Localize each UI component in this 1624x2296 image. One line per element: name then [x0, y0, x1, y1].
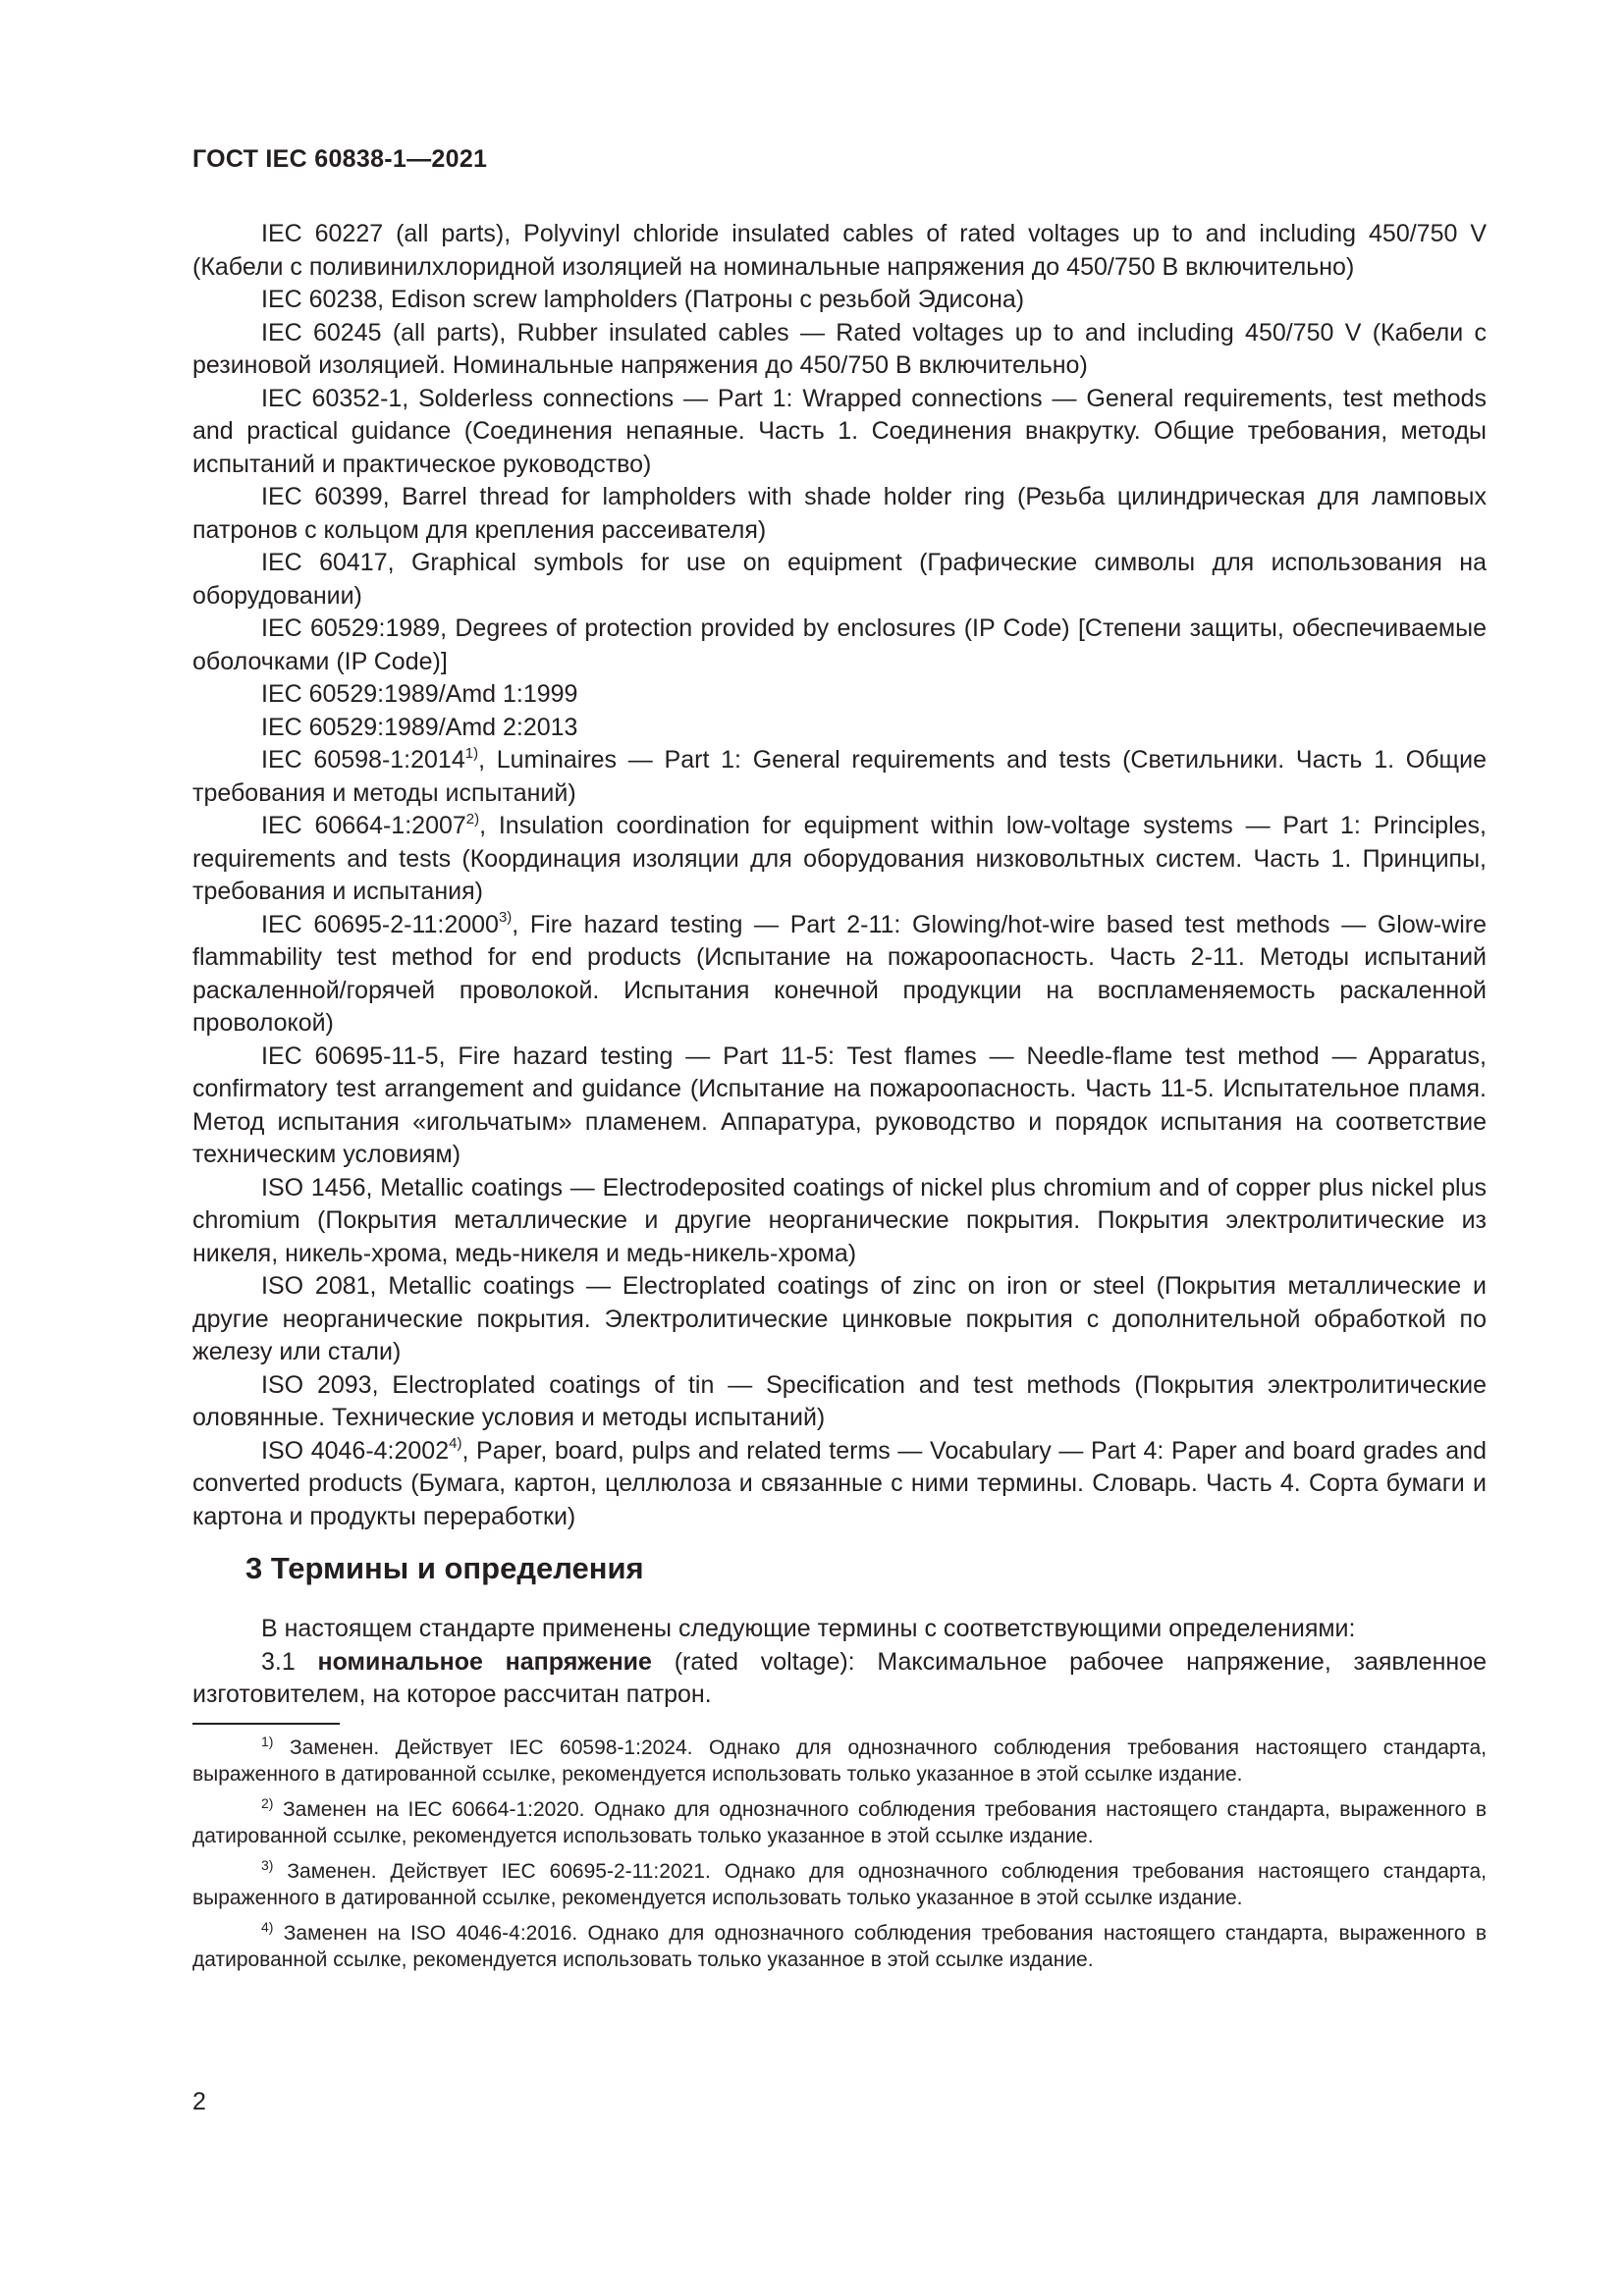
normative-references	[192, 218, 1487, 1533]
reference-item: IEC 60529:1989, Degrees of protection provided by enclosures (IP Code) [Степени защиты, обеспечиваемые оболочками (IP Code)]	[192, 614, 1487, 675]
footnote-text: Заменен на IEC 60664-1:2020. Однако для однозначного соблюдения требования настоящего стандарта, выраженного в датированной ссылке, рекомендуется использовать только указанное в этой ссылке издание.	[192, 1798, 1487, 1847]
footnote-ref: 3)	[498, 909, 513, 927]
reference-item: IEC 60227 (all parts), Polyvinyl chloride insulated cables of rated voltages up to and including 450/750 V (Кабели с поливинилхлоридной изоляцией на номинальные напряжения до 450/750 В включительно)	[192, 220, 1487, 281]
footnote-mark: 1)	[261, 1734, 274, 1749]
reference-title: , Insulation coordination for equipment within low-voltage systems — Part 1: Principles, requirements and tests (Координация изоляции для оборудования низковольтных систем. Часть 1. Принципы, требования и испытания)	[192, 812, 1487, 905]
page-number: 2	[192, 2088, 206, 2115]
footnote-separator	[192, 1723, 340, 1725]
reference-title: , Paper, board, pulps and related terms — Vocabulary — Part 4: Paper and board grades and converted products (Бумага, картон, целлюлоза и связанные с ними термины. Словарь. Часть 4. Сорта бумаги и картона и продукты переработки)	[192, 1436, 1487, 1530]
reference-item: IEC 60529:1989/Amd 1:1999	[261, 680, 578, 708]
footnote-mark: 2)	[261, 1795, 274, 1811]
reference-item: ISO 2093, Electroplated coatings of tin — Specification and test methods (Покрытия электролитические оловянные. Технические условия и методы испытаний)	[192, 1370, 1487, 1431]
reference-item	[192, 1435, 1487, 1534]
term-name: номинальное напряжение	[317, 1647, 652, 1676]
reference-item: IEC 60399, Barrel thread for lampholders with shade holder ring (Резьба цилиндрическая для ламповых патронов с кольцом для крепления рассеивателя)	[192, 483, 1487, 544]
footnote	[192, 1796, 1487, 1849]
footnote-ref: 1)	[464, 744, 479, 762]
reference-code: IEC 60664-1:2007	[261, 812, 466, 839]
footnote-mark: 3)	[261, 1857, 274, 1873]
reference-item	[192, 909, 1487, 1041]
footnote	[192, 1735, 1487, 1788]
reference-code: ISO 4046-4:2002	[261, 1436, 450, 1465]
reference-item: IEC 60695-11-5, Fire hazard testing — Part 11-5: Test flames — Needle-flame test method — Apparatus, confirmatory test arrangement and guidance (Испытание на пожароопасность. Часть 11-5. Испытательное пламя. Метод испытания «игольчатым» пламенем. Аппаратура, руководство и порядок испытания на соответствие техническим условиям)	[192, 1041, 1487, 1168]
reference-item	[192, 744, 1487, 810]
terms-section	[192, 1613, 1487, 1712]
section-intro: В настоящем стандарте применены следующие термины с соответствующими определениями:	[261, 1615, 1356, 1642]
reference-item	[192, 810, 1487, 909]
footnote-text: Заменен. Действует IEC 60598-1:2024. Однако для однозначного соблюдения требования настоящего стандарта, выраженного в датированной ссылке, рекомендуется использовать только указанное в этой ссылке издание.	[192, 1736, 1488, 1786]
reference-title: , Luminaires — Part 1: General requirements and tests (Светильники. Часть 1. Общие требования и методы испытаний)	[192, 746, 1487, 807]
footnote	[192, 1920, 1487, 1973]
footnote-ref: 2)	[465, 810, 480, 828]
reference-item: IEC 60352-1, Solderless connections — Part 1: Wrapped connections — General requirements, test methods and practical guidance (Соединения непаяные. Часть 1. Соединения внакрутку. Общие требования, методы испытаний и практическое руководство)	[192, 384, 1487, 478]
reference-code: IEC 60695-2-11:2000	[261, 910, 499, 938]
term-number: 3.1	[261, 1647, 296, 1676]
reference-code: IEC 60598-1:2014	[261, 746, 465, 774]
footnote	[192, 1858, 1487, 1911]
reference-item: IEC 60529:1989/Amd 2:2013	[261, 713, 578, 741]
footnote-ref: 4)	[449, 1435, 462, 1453]
footnote-text: Заменен. Действует IEC 60695-2-11:2021. Однако для однозначного соблюдения требования настоящего стандарта, выраженного в датированной ссылке, рекомендуется использовать только указанное в этой ссылке издание.	[192, 1860, 1487, 1909]
reference-title: , Fire hazard testing — Part 2-11: Glowing/hot-wire based test methods — Glow-wire flammability test method for end products (Испытание на пожароопасность. Часть 2-11. Методы испытаний раскаленной/горячей проволокой. Испытания конечной продукции на воспламеняемость раскаленной проволокой)	[192, 910, 1487, 1037]
footnote-text: Заменен на ISO 4046-4:2016. Однако для однозначного соблюдения требования настоящего стандарта, выраженного в датированной ссылке, рекомендуется использовать только указанное в этой ссылке издание.	[192, 1922, 1487, 1971]
footnotes	[192, 1735, 1487, 1982]
footnote-mark: 4)	[261, 1919, 274, 1935]
section-title: 3 Термины и определения	[245, 1551, 644, 1585]
reference-item: ISO 1456, Metallic coatings — Electrodeposited coatings of nickel plus chromium and of copper plus nickel plus chromium (Покрытия металлические и другие неорганические покрытия. Покрытия электролитические из никеля, никель-хрома, медь-никеля и медь-никель-хрома)	[192, 1173, 1487, 1267]
reference-item: IEC 60417, Graphical symbols for use on equipment (Графические символы для использования на оборудовании)	[192, 549, 1487, 610]
reference-item: IEC 60245 (all parts), Rubber insulated cables — Rated voltages up to and including 450/750 V (Кабели с резиновой изоляцией. Номинальные напряжения до 450/750 В включительно)	[192, 318, 1487, 379]
page-header: ГОСТ IEC 60838-1—2021	[192, 145, 488, 173]
term-text: (rated voltage): Максимальное рабочее напряжение, заявленное изготовителем, на которое рассчитан патрон.	[192, 1647, 1488, 1708]
reference-item: IEC 60238, Edison screw lampholders (Патроны с резьбой Эдисона)	[261, 286, 1025, 313]
reference-item: ISO 2081, Metallic coatings — Electroplated coatings of zinc on iron or steel (Покрытия металлические и другие неорганические покрытия. Электролитические цинковые покрытия с дополнительной обработкой по железу или стали)	[192, 1272, 1487, 1365]
term-definition	[192, 1646, 1487, 1712]
